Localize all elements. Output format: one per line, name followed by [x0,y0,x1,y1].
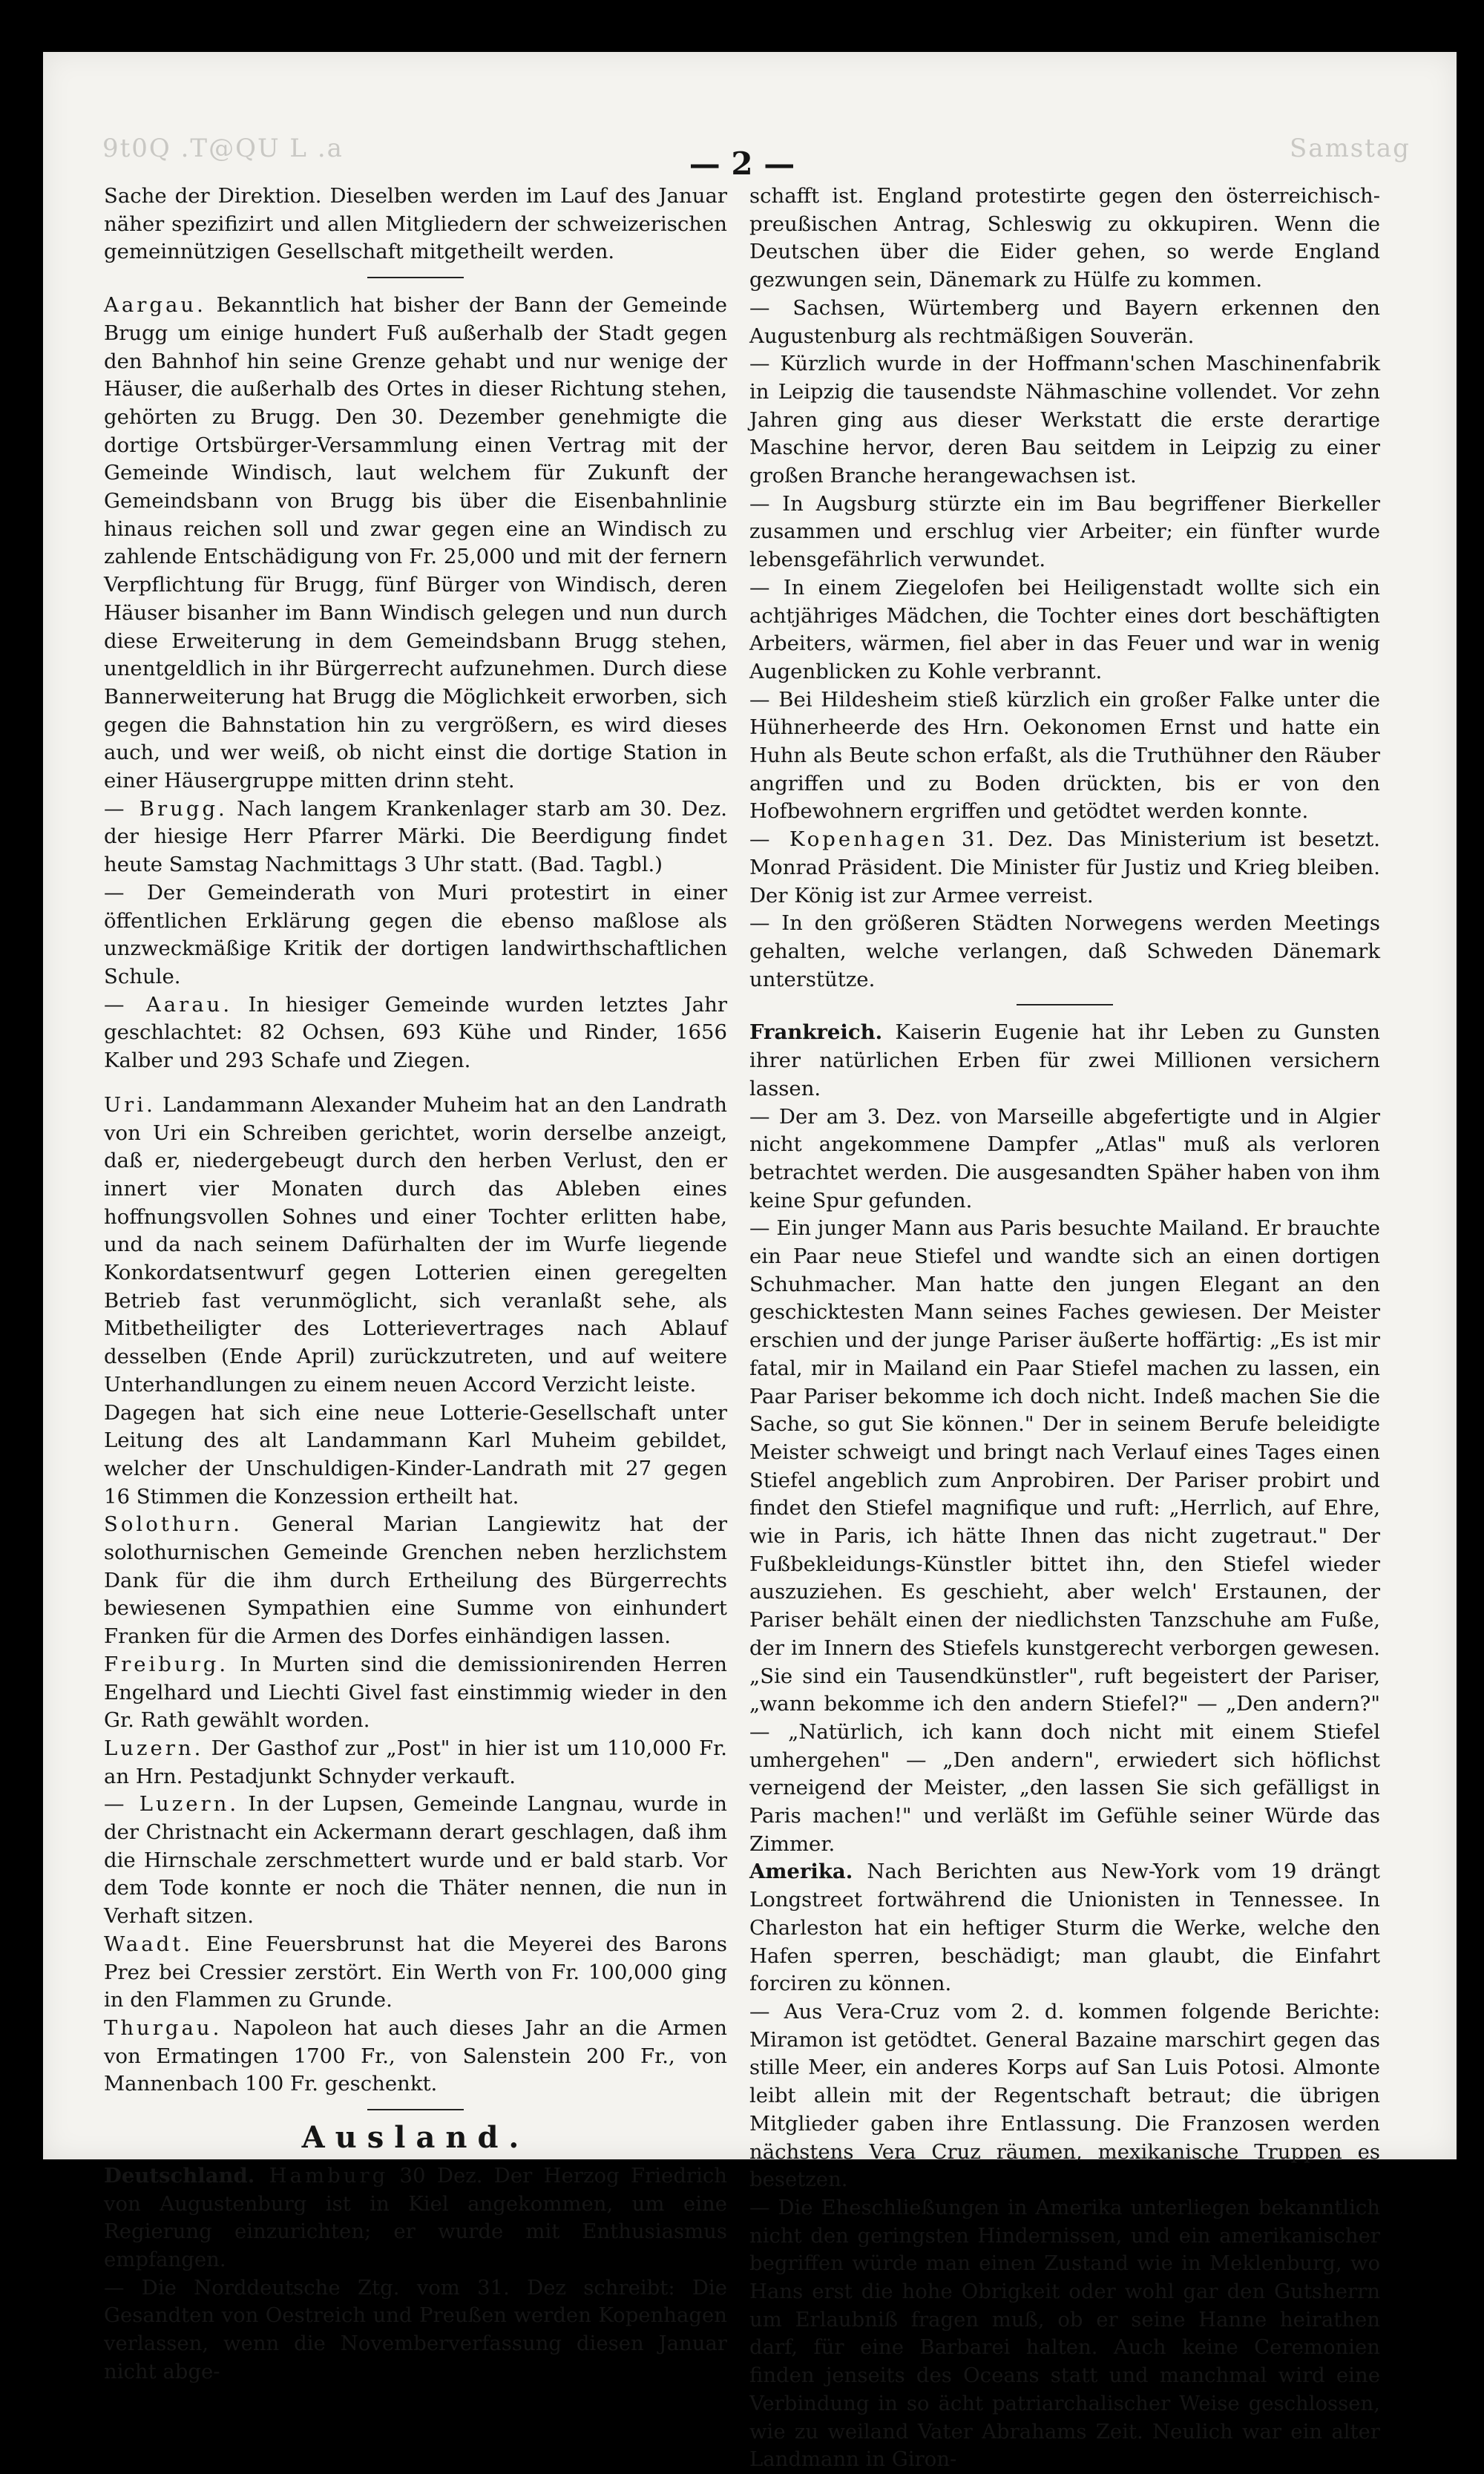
country-name: Amerika. [749,1860,853,1884]
article-norwegen: — In den größeren Städten Norwegens werden Meetings gehalten, welche verlangen, daß Schweden Dänemark unterstütze. [749,911,1380,991]
page-number: — 2 — [689,145,795,182]
place-name: — Aarau. [104,992,233,1017]
article-deutschland: Deutschland. Hamburg 30 Dez. Der Herzog Friedrich von Augustenburg ist in Kiel angekommen, um eine Regierung einzurichten; er wurde mit Enthusiasmus empfangen. [104,2163,727,2271]
article-hildesheim: — Bei Hildesheim stieß kürzlich ein großer Falke unter die Hühnerheerde des Hrn. Oekonomen Ernst und hatte ein Huhn als Beute schon erfaßt, als die Truthühner den Räuber angriffen und zu Boden drückten, bis er von den Hofbewohnern ergriffen und getödtet werden konnte. [749,687,1380,824]
article-heiligenstadt: — In einem Ziegelofen bei Heiligenstadt wollte sich ein achtjähriges Mädchen, die Tochter eines dort beschäftigten Arbeiters, wärmen, fiel aber in das Feuer und war in wenig Augenblicken zu Kohle verbrannt. [749,575,1380,683]
article-aargau: Aargau. Bekanntlich hat bisher der Bann der Gemeinde Brugg um einige hundert Fuß außerhalb der Stadt gegen den Bahnhof hin seine Grenze gehabt und nur wenige der Häuser, die außerhalb des Ortes in dieser Richtung stehen, gehörten zu Brugg. Den 30. Dezember genehmigte die dortige Ortsbürger-Versammlung einen Vertrag mit der Gemeinde Windisch, laut welchem für Zukunft der Gemeindsbann von Brugg bis über die Eisenbahnlinie hinaus reichen soll und zwar gegen eine an Windisch zu zahlende Entschädigung von Fr. 25,000 und mit der fernern Verpflichtung für Brugg, fünf Bürger von Windisch, deren Häuser bisanher im Bann Windisch gelegen und nun durch diese Erweiterung in dem Gemeindsbann Brugg stehen, unentgeldlich in ihr Bürgerrecht aufzunehmen. Durch diese Bannerweiterung hat Brugg die Möglichkeit erworben, sich gegen die Bahnstation hin zu vergrößern, es wird dieses auch, und wer weiß, ob nicht einst die dortige Station in einer Häusergruppe mitten drinn steht. [104,293,727,793]
separator-rule [1017,1004,1113,1005]
place-name: — Luzern. [104,1792,240,1817]
left-column [104,183,727,2386]
place-name: Luzern. [104,1736,204,1760]
country-name: Deutschland. [104,2163,255,2188]
paragraph-gap [104,1075,727,1092]
place-name: Uri. [104,1092,156,1117]
place-name: — Kopenhagen [749,827,948,852]
article-vera-cruz: — Aus Vera-Cruz vom 2. d. kommen folgende Berichte: Miramon ist getödtet. General Bazaine marschirt gegen das stille Meer, ein anderes Korps auf San Luis Potosi. Almonte leibt allein mit der Regentschaft betraut; die übrigen Mitglieder gaben ihre Entlassung. Die Franzosen werden nächstens Vera Cruz räumen, mexikanische Truppen es besetzen. [749,2000,1380,2192]
article-solothurn: Solothurn. General Marian Langiewitz hat der solothurnischen Gemeinde Grenchen neben herzlichstem Dank für die ihm durch Ertheilung des Bürgerrechts bewiesenen Sympathien eine Summe von einhundert Franken für die Armen des Dorfes einhändigen lassen. [104,1512,727,1649]
article-sachsen: — Sachsen, Würtemberg und Bayern erkennen den Augustenburg als rechtmäßigen Souverän. [749,295,1380,348]
article-frankreich: Frankreich. Kaiserin Eugenie hat ihr Leben zu Gunsten ihrer natürlichen Erben für zwei Millionen versichern lassen. [749,1020,1380,1100]
article-muri: — Der Gemeinderath von Muri protestirt in einer öffentlichen Erklärung gegen die ebenso maßlose als unzweckmäßige Kritik der dortigen landwirthschaftlichen Schule. [104,880,727,988]
place-name: Solothurn. [104,1512,243,1537]
article-amerika: Amerika. Nach Berichten aus New-York vom 19 drängt Longstreet fortwährend die Unionisten in Tennessee. In Charleston hat ein heftiger Sturm die Werke, welche den Hafen sperren, beschädigt; man glaubt, die Einfahrt forciren zu können. [749,1860,1380,1996]
article-norddeutsche: — Die Norddeutsche Ztg. vom 31. Dez schreibt: Die Gesandten von Oestreich und Preußen werden Kopenhagen verlassen, wenn die Novemberverfassung diesen Januar nicht abge- [104,2275,727,2383]
separator-rule [367,277,464,278]
article-freiburg: Freiburg. In Murten sind die demissionirenden Herren Engelhard und Liechti Givel fast einstimmig wieder in den Gr. Rath gewählt worden. [104,1652,727,1733]
place-name: Hamburg [255,2163,389,2188]
article-lotterie: Dagegen hat sich eine neue Lotterie-Gesellschaft unter Leitung des alt Landammann Karl Muheim gebildet, welcher der Unschuldigen-Kinder-Landrath mit 27 gegen 16 Stimmen die Konzession ertheilt hat. [104,1400,727,1509]
place-name: Aargau. [104,293,206,318]
article-aarau: — Aarau. In hiesiger Gemeinde wurden letztes Jahr geschlachtet: 82 Ochsen, 693 Kühe und Rinder, 1656 Kalber und 293 Schafe und Ziegen. [104,992,727,1073]
article-luzern-2: — Luzern. In der Lupsen, Gemeinde Langnau, wurde in der Christnacht ein Ackermann derart geschlagen, daß ihm die Hirnschale zerschmettert wurde und er bald starb. Vor dem Tode konnte er noch die Thäter nennen, die nun in Verhaft sitzen. [104,1792,728,1929]
article-england: schafft ist. England protestirte gegen den österreichisch-preußischen Antrag, Schleswig zu okkupiren. Wenn die Deutschen über die Eider gehen, so werde England gezwungen sein, Dänemark zu Hülfe zu kommen. [749,184,1380,292]
article-uri: Uri. Landammann Alexander Muheim hat an den Landrath von Uri ein Schreiben gerichtet, worin derselbe anzeigt, daß er, niedergebeugt durch den herben Verlust, den er innert vier Monaten durch das Ableben eines hoffnungsvollen Sohnes und einer Tochter erlitten habe, und da nach seinem Dafürhalten der im Wurfe liegende Konkordatsentwurf gegen Lotterien einen geregelten Betrieb fast verunmöglicht, sich veranlaßt sehe, als Mitbetheiligter des Lotterievertrages nach Ablauf desselben (Ende April) zurückzutreten, und auf weitere Unterhandlungen zu einem neuen Accord Verzicht leiste. [104,1092,727,1397]
article-atlas: — Der am 3. Dez. von Marseille abgefertigte und in Algier nicht angekommene Dampfer „Atlas" muß als verloren betrachtet werden. Die ausgesandten Späher haben von ihm keine Spur gefunden. [749,1104,1380,1213]
right-column [749,183,1380,2474]
article-mailand: — Ein junger Mann aus Paris besuchte Mailand. Er brauchte ein Paar neue Stiefel und wandte sich an einen dortigen Schuhmacher. Man hatte den jungen Elegant an den geschicktesten Mann seines Faches gewiesen. Der Meister erschien und der junge Pariser äußerte hoffärtig: „Es ist mir fatal, mir in Mailand ein Paar Stiefel machen zu lassen, ein Paar Pariser bekomme ich doch nicht. Indeß machen Sie die Sache, so gut Sie können." Der in seinem Berufe beleidigte Meister schweigt und bringt nach Verlauf eines Tages einen Stiefel angeblich zum Anprobiren. Der Pariser probirt und findet den Stiefel magnifique und ruft: „Herrlich, auf Ehre, wie in Paris, ich hätte Ihnen das nicht zugetraut." Der Fußbekleidungs-Künstler bittet ihn, den Stiefel wieder auszuziehen. Es geschieht, aber welch' Erstaunen, der Pariser behält einen der niedlichsten Tanzschuhe am Fuße, der im Innern des Stiefels kunstgerecht verborgen gewesen. „Sie sind ein Tausendkünstler", ruft begeistert der Pariser, „wann bekomme ich den andern Stiefel?" — „Den andern?" — „Natürlich, ich kann doch nicht mit einem Stiefel umhergehen" — „Den andern", erwiedert sich höflichst verneigend der Meister, „den lassen Sie sich gefälligst in Paris machen!" und verläßt im Gefühle seiner Würde das Zimmer. [749,1216,1380,1856]
article-kopenhagen: — Kopenhagen 31. Dez. Das Ministerium ist besetzt. Monrad Präsident. Die Minister für Justiz und Krieg bleiben. Der König ist zur Armee verreist. [749,827,1381,908]
article-eheschliessungen: — Die Eheschließungen in Amerika unterliegen bekanntlich nicht den geringsten Hindernissen, und ein amerikanischer begriffen würde man einen Zustand wie in Meklenburg, wo Hans erst die hohe Obrigkeit oder wohl gar den Gutsherrn um Erlaubniß fragen muß, ob er seine Hanne heirathen darf, für eine Barbarei halten. Auch keine Ceremonien finden jenseits des Oceans statt und manchmal wird eine Verbindung in so ächt patriarchalischer Weise geschlossen, wie zu weiland Vater Abrahams Zeit. Neulich war ein alter Landmann in Giron- [749,2195,1380,2472]
article-luzern: Luzern. Der Gasthof zur „Post" in hier ist um 110,000 Fr. an Hrn. Pestadjunkt Schnyder verkauft. [104,1736,727,1788]
article-paragraph: Sache der Direktion. Dieselben werden im Lauf des Januar näher spezifizirt und allen Mitgliedern der schweizerischen gemeinnützigen Gesellschaft mitgetheilt werden. [104,184,727,264]
bleed-through-text-right: Samstag [1290,134,1411,163]
place-name: Freiburg. [104,1652,229,1676]
article-waadt: Waadt. Eine Feuersbrunst hat die Meyerei des Barons Prez bei Cressier zerstört. Ein Werth von Fr. 100,000 ging in den Flammen zu Grunde. [104,1932,727,2012]
place-name: Thurgau. [104,2016,223,2040]
place-name: Waadt. [104,1932,194,1956]
bleed-through-text-left: 9t0Q .T@QU L .a [102,134,344,163]
place-name: — Brugg. [104,796,228,821]
article-brugg: — Brugg. Nach langem Krankenlager starb am 30. Dez. der hiesige Herr Pfarrer Märki. Die Beerdigung findet heute Samstag Nachmittags 3 Uhr statt. (Bad. Tagbl.) [104,796,727,877]
separator-rule [367,2109,464,2110]
section-heading-ausland: Ausland. [301,2120,530,2156]
article-augsburg: — In Augsburg stürzte ein im Bau begriffener Bierkeller zusammen und erschlug vier Arbeiter; ein fünfter wurde lebensgefährlich verwundet. [749,491,1380,572]
article-thurgau: Thurgau. Napoleon hat auch dieses Jahr an die Armen von Ermatingen 1700 Fr., von Salenstein 200 Fr., von Mannenbach 100 Fr. geschenkt. [104,2016,727,2096]
article-leipzig: — Kürzlich wurde in der Hoffmann'schen Maschinenfabrik in Leipzig die tausendste Nähmaschine vollendet. Vor zehn Jahren ging aus dieser Werkstatt die erste derartige Maschine hervor, deren Bau seitdem in Leipzig zu einer großen Branche herangewachsen ist. [749,352,1380,488]
country-name: Frankreich. [749,1020,883,1045]
